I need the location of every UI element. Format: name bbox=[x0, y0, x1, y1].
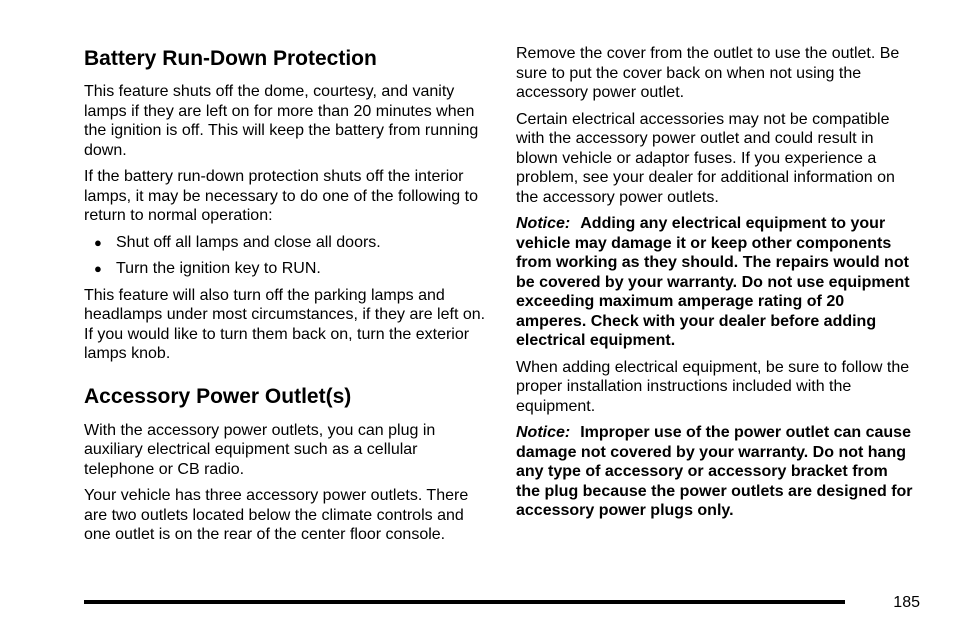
left-column bbox=[84, 44, 486, 552]
notice-text: Adding any electrical equipment to your vehicle may damage it or keep other components from working as they should. The repairs would not be covered by your warranty. Do not use equipment exceeding maximum amperage rating of 20 amperes. Check with your dealer before adding electrical equipment. bbox=[516, 215, 910, 349]
notice-block bbox=[516, 423, 916, 521]
paragraph: With the accessory power outlets, you can plug in auxiliary electrical equipment such as a cellular telephone or CB radio. bbox=[84, 421, 436, 478]
bullet-icon: ● bbox=[94, 261, 102, 276]
paragraph: Remove the cover from the outlet to use the outlet. Be sure to put the cover back on when not using the accessory power outlet. bbox=[516, 45, 900, 101]
notice-label: Notice: bbox=[516, 215, 571, 232]
paragraph: If the battery run-down protection shuts off the interior lamps, it may be necessary to do one of the following to return to normal operation: bbox=[84, 168, 478, 224]
footer-rule bbox=[84, 600, 845, 604]
notice-block bbox=[516, 214, 916, 351]
paragraph: When adding electrical equipment, be sure to follow the proper installation instructions included with the equipment. bbox=[516, 358, 910, 415]
list-item-text: Shut off all lamps and close all doors. bbox=[116, 233, 381, 251]
bullet-list bbox=[84, 233, 486, 279]
notice-text: Improper use of the power outlet can cause damage not covered by your warranty. Do not hang any type of accessory or accessory bracket from the plug because the power outlets are designed for accessory power plugs only. bbox=[516, 424, 913, 519]
paragraph: This feature shuts off the dome, courtesy, and vanity lamps if they are left on for more than 20 minutes when the ignition is off. This will keep the battery from running down. bbox=[84, 83, 479, 159]
section-heading-accessory-power-outlet: Accessory Power Outlet(s) bbox=[84, 384, 352, 408]
list-item bbox=[84, 259, 486, 279]
paragraph: Certain electrical accessories may not be compatible with the accessory power outlet and could result in blown vehicle or adaptor fuses. If you experience a problem, see your dealer for additional information on the accessory power outlets. bbox=[516, 110, 895, 206]
right-column bbox=[516, 44, 916, 528]
bullet-icon: ● bbox=[94, 234, 102, 250]
notice-label: Notice: bbox=[516, 424, 571, 441]
page-number: 185 bbox=[893, 594, 920, 611]
section-heading-battery-rundown: Battery Run-Down Protection bbox=[84, 47, 377, 70]
paragraph: Your vehicle has three accessory power outlets. There are two outlets located below the climate controls and one outlet is on the rear of the center floor console. bbox=[84, 487, 469, 543]
list-item-text: Turn the ignition key to RUN. bbox=[116, 260, 321, 277]
paragraph: This feature will also turn off the parking lamps and headlamps under most circumstances, if they are left on. If you would like to turn them back on, turn the exterior lamps knob. bbox=[84, 286, 486, 362]
list-item bbox=[84, 233, 486, 253]
